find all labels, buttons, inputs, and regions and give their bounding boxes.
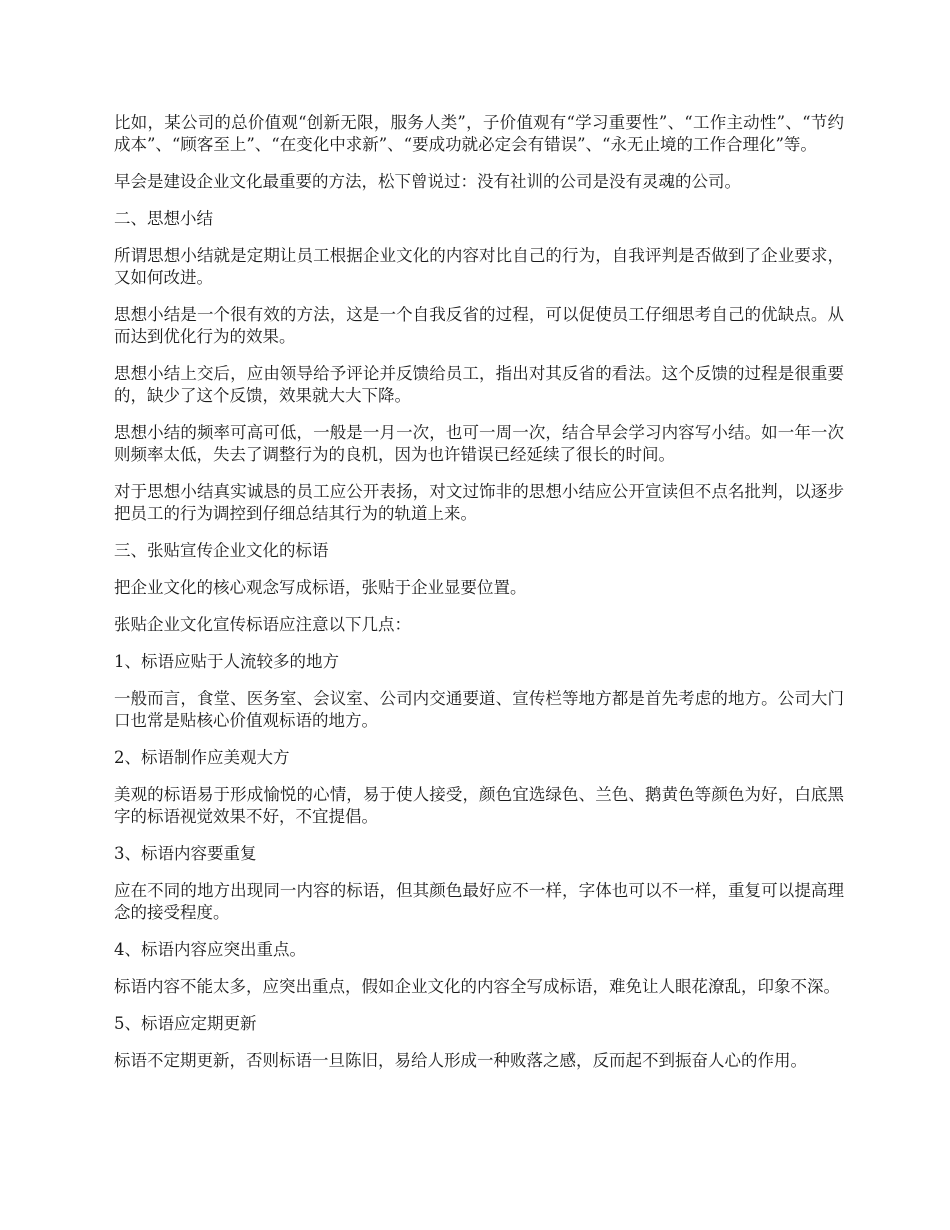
- paragraph-summary-frequency: 思想小结的频率可高可低，一般是一月一次，也可一周一次，结合早会学习内容写小结。如一年一次则频率太低，失去了调整行为的良机，因为也许错误已经延续了很长的时间。: [114, 423, 844, 464]
- section-heading-slogans: 三、张贴宣传企业文化的标语: [114, 541, 329, 560]
- paragraph-summary-praise: 对于思想小结真实诚恳的员工应公开表扬，对文过饰非的思想小结应公开宣读但不点名批判，以逐步把员工的行为调控到仔细总结其行为的轨道上来。: [114, 482, 844, 523]
- subheading-slogan-repeat: 3、标语内容要重复: [114, 844, 257, 863]
- paragraph-summary-definition: 所谓思想小结就是定期让员工根据企业文化的内容对比自己的行为，自我评判是否做到了企业要求，又如何改进。: [114, 246, 844, 287]
- paragraph-slogan-notes: 张贴企业文化宣传标语应注意以下几点：: [114, 615, 411, 634]
- subheading-slogan-update: 5、标语应定期更新: [114, 1014, 257, 1033]
- paragraph-slogan-repeat: 应在不同的地方出现同一内容的标语，但其颜色最好应不一样，字体也可以不一样，重复可以提高理念的接受程度。: [114, 881, 844, 922]
- paragraph-slogan-intro: 把企业文化的核心观念写成标语，张贴于企业显要位置。: [114, 578, 527, 597]
- paragraph-morning-meeting: 早会是建设企业文化最重要的方法，松下曾说过：没有社训的公司是没有灵魂的公司。: [114, 172, 741, 191]
- subheading-slogan-design: 2、标语制作应美观大方: [114, 748, 290, 767]
- paragraph-summary-feedback: 思想小结上交后，应由领导给予评论并反馈给员工，指出对其反省的看法。这个反馈的过程是很重要的，缺少了这个反馈，效果就大大下降。: [114, 364, 844, 405]
- document-page: [114, 112, 844, 1087]
- section-heading-reflection-summary: 二、思想小结: [114, 209, 213, 228]
- subheading-slogan-location: 1、标语应贴于人流较多的地方: [114, 652, 339, 671]
- paragraph-summary-effect: 思想小结是一个很有效的方法，这是一个自我反省的过程，可以促使员工仔细思考自己的优缺点。从而达到优化行为的效果。: [114, 305, 844, 346]
- paragraph-slogan-update: 标语不定期更新，否则标语一旦陈旧，易给人形成一种败落之感，反而起不到振奋人心的作用。: [114, 1051, 807, 1070]
- paragraph-slogan-location: 一般而言，食堂、医务室、会议室、公司内交通要道、宣传栏等地方都是首先考虑的地方。公司大门口也常是贴核心价值观标语的地方。: [114, 689, 844, 730]
- paragraph-values-example: 比如，某公司的总价值观“创新无限，服务人类”，子价值观有“学习重要性”、“工作主动性”、“节约成本”、“顾客至上”、“在变化中求新”、“要成功就必定会有错误”、“永无止境的工作合理化”等。: [114, 113, 844, 154]
- subheading-slogan-focus: 4、标语内容应突出重点。: [114, 940, 306, 959]
- paragraph-slogan-focus: 标语内容不能太多，应突出重点，假如企业文化的内容全写成标语，难免让人眼花潦乱，印象不深。: [114, 977, 840, 996]
- paragraph-slogan-design: 美观的标语易于形成愉悦的心情，易于使人接受，颜色宜选绿色、兰色、鹅黄色等颜色为好，白底黑字的标语视觉效果不好，不宜提倡。: [114, 785, 844, 826]
